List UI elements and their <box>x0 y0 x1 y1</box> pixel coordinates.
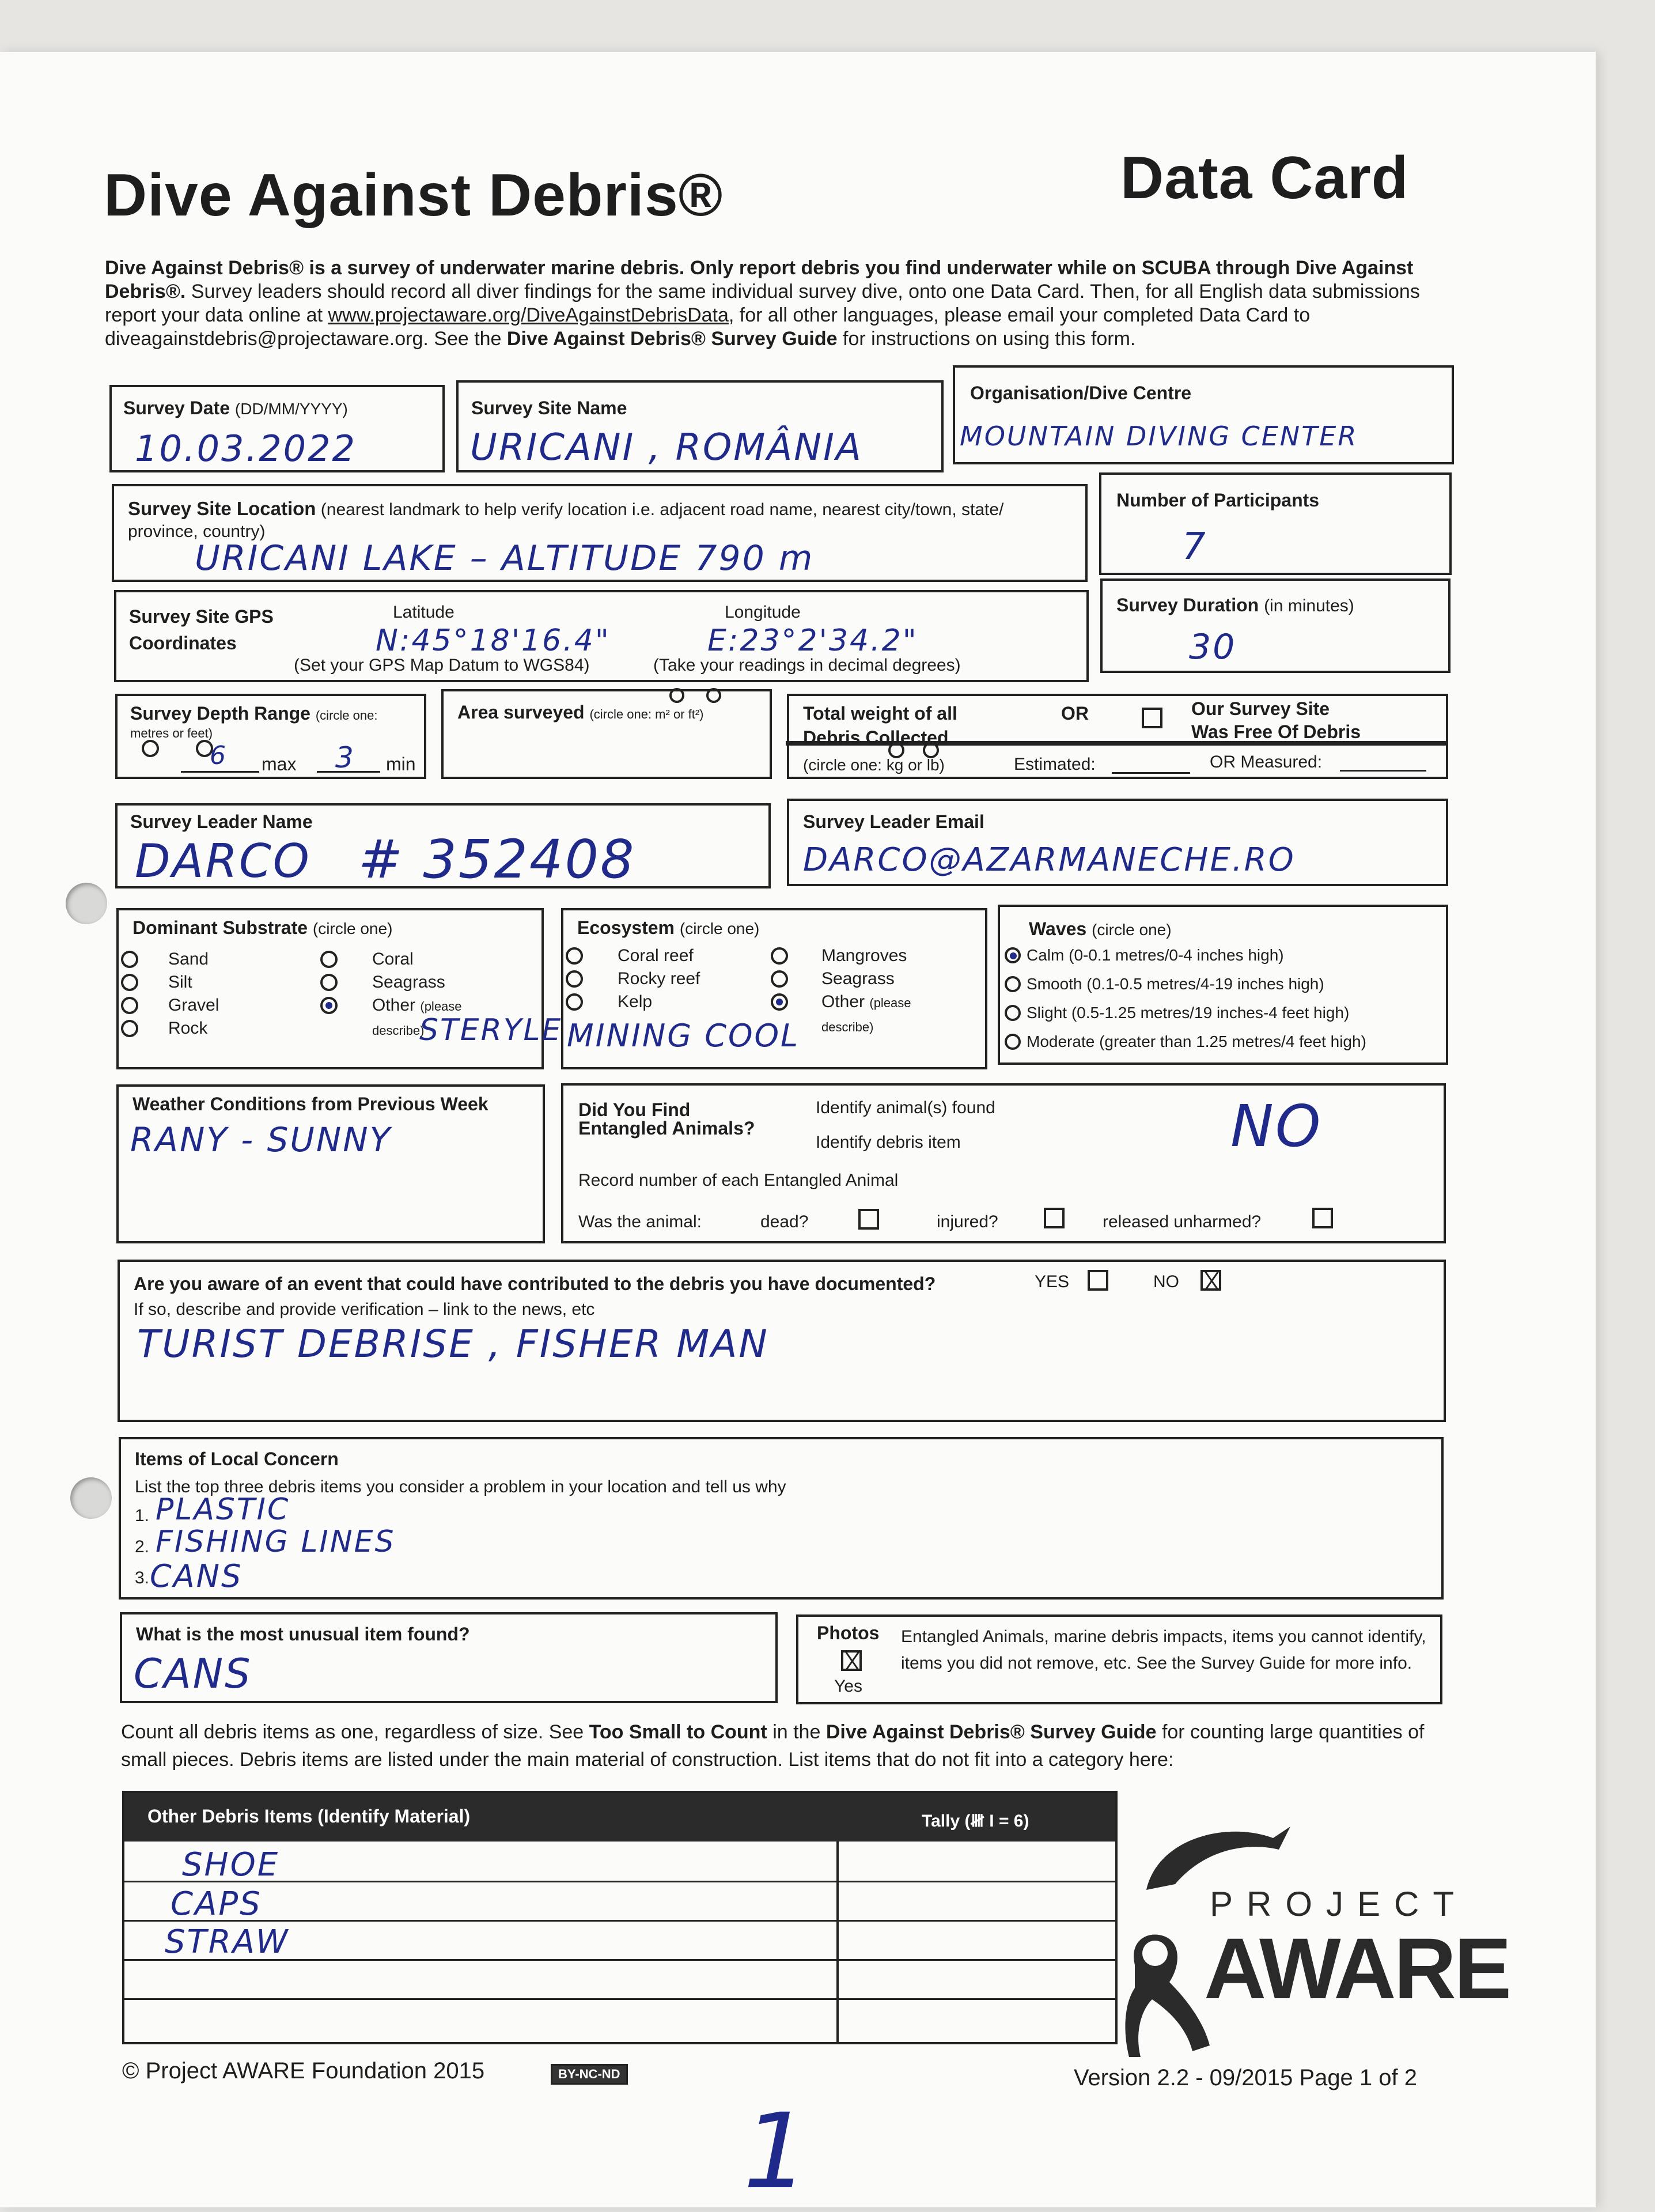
footer-copyright: © Project AWARE Foundation 2015 <box>122 2058 485 2084</box>
photos-text: Entangled Animals, marine debris impacts, items you cannot identify, items you did not remove, etc. See the Survey Guide for more info. <box>901 1627 1426 1673</box>
depth-min-label: min <box>386 754 416 774</box>
count-note-2: in the <box>772 1721 821 1743</box>
table-row-3-item: STRAW <box>165 1923 290 1961</box>
waves-slight-radio[interactable] <box>1005 1005 1021 1021</box>
weight-estimated-label: Estimated: <box>1014 755 1096 774</box>
weather-label: Weather Conditions from Previous Week <box>132 1094 488 1114</box>
event-yes-checkbox[interactable] <box>1088 1270 1108 1291</box>
weather-value: RANY - SUNNY <box>130 1120 392 1159</box>
eco-kelp: Kelp <box>618 992 653 1011</box>
handwritten-page-mark: 1 <box>743 2092 809 2212</box>
entangled-answer: NO <box>1230 1092 1323 1160</box>
concern-3-value: CANS <box>150 1558 243 1594</box>
table-row-1-item: SHOE <box>182 1846 280 1884</box>
waves-calm-radio[interactable] <box>1005 947 1021 963</box>
event-no-checkbox[interactable] <box>1200 1270 1221 1291</box>
event-label: Are you aware of an event that could have contributed to the debris you have documented? <box>134 1273 936 1294</box>
event-yes: YES <box>1035 1272 1070 1291</box>
intro-text-3: for instructions on using this form. <box>843 328 1136 350</box>
count-note-3: for counting large quantities of small pieces. Debris items are listed under the main material of construction. List items that do not fit into a category here: <box>121 1721 1425 1771</box>
data-card-page <box>0 52 1596 2212</box>
latitude-label: Latitude <box>393 603 455 622</box>
record-number: Record number of each Entangled Animal <box>578 1171 899 1190</box>
leader-id-value: # 352408 <box>358 829 636 890</box>
longitude-label: Longitude <box>725 603 801 622</box>
waves-slight: Slight (0.5-1.25 metres/19 inches-4 feet high) <box>1027 1004 1350 1022</box>
count-note-1: Count all debris items as one, regardless of size. See <box>121 1721 584 1743</box>
logo-project: PROJECT <box>1210 1885 1468 1923</box>
ft2-circle[interactable] <box>706 688 721 703</box>
table-col-divider <box>836 1842 839 2044</box>
substrate-seagrass: Seagrass <box>372 973 445 992</box>
local-concern-label: Items of Local Concern <box>135 1449 339 1469</box>
substrate-other-radio[interactable] <box>320 997 338 1014</box>
other-debris-table <box>122 1791 1118 2044</box>
gps-hint-2: (Take your readings in decimal degrees) <box>653 656 961 675</box>
gps-label-2: Coordinates <box>129 633 237 653</box>
depth-range-box[interactable] <box>115 694 426 779</box>
substrate-other: Other <box>372 996 416 1015</box>
kelp-radio[interactable] <box>566 993 583 1011</box>
survey-date-value: 10.03.2022 <box>135 428 357 470</box>
depth-hint-2: metres or feet) <box>130 726 213 740</box>
event-value: TURIST DEBRISE , FISHER MAN <box>137 1322 769 1366</box>
dead-label: dead? <box>760 1212 809 1231</box>
organisation-box[interactable] <box>953 365 1454 464</box>
area-label: Area surveyed <box>457 702 585 723</box>
page-subtitle: Data Card <box>1120 145 1409 211</box>
longitude-value: E:23°2'34.2" <box>707 623 918 658</box>
gps-box[interactable] <box>114 590 1089 682</box>
substrate-rock: Rock <box>168 1019 208 1038</box>
unusual-value: CANS <box>134 1650 252 1697</box>
depth-max-value: 6 <box>210 741 228 770</box>
site-name-box[interactable] <box>456 380 944 472</box>
weight-measured-label: OR Measured: <box>1210 753 1323 772</box>
substrate-other-hint: (please <box>420 999 462 1014</box>
estimated-underline <box>1112 772 1190 774</box>
site-name-value: URICANI , ROMÂNIA <box>470 426 863 469</box>
waves-moderate-radio[interactable] <box>1005 1034 1021 1050</box>
eco-other-hint: (please <box>869 996 911 1010</box>
punch-hole-bottom <box>70 1477 112 1519</box>
rocky-reef-radio[interactable] <box>566 970 583 988</box>
local-concern-box[interactable] <box>119 1437 1444 1600</box>
silt-radio[interactable] <box>121 974 138 991</box>
waves-moderate: Moderate (greater than 1.25 metres/4 feet high) <box>1027 1033 1366 1050</box>
concern-1-value: PLASTIC <box>156 1492 290 1527</box>
punch-hole-top <box>66 883 107 924</box>
substrate-box[interactable] <box>116 908 563 1069</box>
intro-bold: Dive Against Debris® is a survey of underwater marine debris. Only report debris you find underwater while on SCUBA through Dive Against Debris®. <box>105 257 1414 303</box>
substrate-other-value: STERYLE <box>419 1013 563 1048</box>
ecosystem-hint: (circle one) <box>679 920 760 937</box>
organisation-label: Organisation/Dive Centre <box>970 383 1192 403</box>
count-note <box>121 1718 1434 1774</box>
participants-box[interactable] <box>1099 472 1452 575</box>
was-animal: Was the animal: <box>578 1212 702 1231</box>
site-location-value: URICANI LAKE – ALTITUDE 790 m <box>195 538 815 578</box>
weight-hint: (circle one: kg or lb) <box>803 756 945 774</box>
gps-label-1: Survey Site GPS <box>129 606 274 627</box>
photos-yes-checkbox[interactable] <box>841 1650 862 1671</box>
weight-or: OR <box>1061 703 1089 724</box>
concern-1-num: 1. <box>135 1506 150 1525</box>
eco-other: Other <box>821 992 865 1011</box>
dead-checkbox[interactable] <box>858 1209 879 1230</box>
substrate-label: Dominant Substrate <box>132 917 308 938</box>
eco-mangroves: Mangroves <box>821 946 907 965</box>
waves-label: Waves <box>1029 918 1087 939</box>
identify-animal: Identify animal(s) found <box>816 1098 995 1117</box>
substrate-coral: Coral <box>372 950 414 969</box>
unusual-label: What is the most unusual item found? <box>136 1624 470 1644</box>
intro-text-2: , for all other languages, please email your completed Data Card to diveagainstdebris@projectaware.org. See the <box>105 304 1311 350</box>
free-of-debris-checkbox[interactable] <box>1142 708 1162 728</box>
intro-guide: Dive Against Debris® Survey Guide <box>506 328 838 350</box>
m2-circle[interactable] <box>669 688 684 703</box>
depth-min-value: 3 <box>335 741 355 774</box>
local-concern-hint: List the top three debris items you consider a problem in your location and tell us why <box>135 1477 786 1496</box>
waves-smooth: Smooth (0.1-0.5 metres/4-19 inches high) <box>1027 975 1324 993</box>
project-aware-logo <box>1123 1815 1510 2080</box>
eco-seagrass-radio[interactable] <box>771 970 788 988</box>
waves-box[interactable] <box>998 905 1448 1065</box>
photos-yes: Yes <box>834 1677 862 1696</box>
substrate-sand: Sand <box>168 950 209 969</box>
substrate-hint: (circle one) <box>312 920 393 937</box>
count-note-bold-2: Dive Against Debris® Survey Guide <box>825 1721 1157 1743</box>
survey-date-box[interactable] <box>109 385 445 472</box>
weight-label-2: Debris Collected <box>803 727 949 748</box>
released-label: released unharmed? <box>1103 1212 1262 1231</box>
depth-label: Survey Depth Range <box>130 703 310 724</box>
free-site-label-1: Our Survey Site <box>1191 698 1330 719</box>
released-checkbox[interactable] <box>1312 1208 1333 1228</box>
unusual-item-box[interactable] <box>120 1612 778 1703</box>
substrate-gravel: Gravel <box>168 996 219 1015</box>
survey-date-hint: (DD/MM/YYYY) <box>234 400 348 418</box>
entangled-label-2: Entangled Animals? <box>578 1118 755 1139</box>
injured-checkbox[interactable] <box>1044 1208 1065 1228</box>
concern-2-value: FISHING LINES <box>156 1525 396 1559</box>
table-row-line-4 <box>124 1998 1115 2000</box>
duration-label: Survey Duration <box>1116 595 1259 615</box>
rock-radio[interactable] <box>121 1020 138 1037</box>
participants-label: Number of Participants <box>1116 490 1320 511</box>
metres-circle[interactable] <box>142 740 159 757</box>
eco-other-hint-2: describe) <box>821 1020 874 1034</box>
concern-3-num: 3. <box>135 1568 150 1587</box>
gravel-radio[interactable] <box>121 997 138 1014</box>
col-tally-header: Tally (𝍸 I = 6) <box>922 1812 1029 1831</box>
latitude-value: N:45°18'16.4" <box>376 623 611 658</box>
entangled-label-1: Did You Find <box>578 1099 691 1120</box>
table-header <box>124 1793 1115 1842</box>
eco-coral-reef: Coral reef <box>618 946 694 965</box>
leader-name-box[interactable] <box>115 803 771 888</box>
weather-box[interactable] <box>116 1084 545 1243</box>
kg-circle[interactable] <box>888 742 904 758</box>
waves-calm: Calm (0-0.1 metres/0-4 inches high) <box>1027 946 1284 964</box>
event-box[interactable] <box>118 1260 1446 1422</box>
event-hint: If so, describe and provide verification – link to the news, etc <box>134 1300 595 1319</box>
leader-name-label: Survey Leader Name <box>130 811 313 832</box>
area-surveyed-box[interactable] <box>441 689 772 779</box>
intro-text <box>105 256 1430 351</box>
ecosystem-label: Ecosystem <box>577 917 675 938</box>
free-site-label-2: Was Free Of Debris <box>1191 721 1361 742</box>
table-row-2-item: CAPS <box>171 1885 262 1923</box>
cc-license-badge: BY-NC-ND <box>551 2064 628 2085</box>
eco-other-radio[interactable] <box>771 993 788 1011</box>
logo-aware: AWARE <box>1204 1920 1510 2017</box>
site-location-hint: (nearest landmark to help verify location i.e. adjacent road name, nearest city/town, state/ province, country) <box>128 500 1004 541</box>
leader-email-value: DARCO@AZARMANECHE.RO <box>803 841 1296 879</box>
page-title: Dive Against Debris® <box>104 162 724 229</box>
organisation-value: MOUNTAIN DIVING CENTER <box>960 421 1358 452</box>
entangled-animals-box[interactable] <box>561 1083 1446 1243</box>
duration-hint: (in minutes) <box>1264 596 1354 615</box>
waves-hint: (circle one) <box>1092 921 1172 939</box>
col-item-header: Other Debris Items (Identify Material) <box>147 1806 471 1827</box>
injured-label: injured? <box>937 1212 998 1231</box>
max-underline <box>181 771 259 773</box>
seagrass-radio[interactable] <box>320 974 338 991</box>
data-submission-link[interactable]: www.projectaware.org/DiveAgainstDebrisData <box>328 304 729 326</box>
identify-debris: Identify debris item <box>816 1133 961 1152</box>
site-name-label: Survey Site Name <box>471 398 627 418</box>
eco-other-value: MINING COOL <box>567 1018 800 1054</box>
site-location-box[interactable] <box>112 484 1088 582</box>
area-hint: (circle one: m² or ft²) <box>589 707 704 721</box>
footer-version: Version 2.2 - 09/2015 Page 1 of 2 <box>1074 2065 1417 2090</box>
leader-name-value: DARCO <box>135 834 311 888</box>
lb-circle[interactable] <box>923 742 939 758</box>
coral-reef-radio[interactable] <box>566 947 583 965</box>
table-row-line-2 <box>124 1920 1115 1922</box>
mangroves-radio[interactable] <box>771 947 788 965</box>
weight-label-1: Total weight of all <box>803 703 957 724</box>
eco-rocky-reef: Rocky reef <box>618 969 700 988</box>
depth-hint: (circle one: <box>315 708 378 723</box>
coral-radio[interactable] <box>320 951 338 968</box>
depth-max-label: max <box>262 754 297 774</box>
duration-value: 30 <box>1189 627 1237 667</box>
duration-box[interactable] <box>1100 578 1451 673</box>
substrate-other-hint-2: describe) <box>372 1023 425 1038</box>
leader-email-box[interactable] <box>787 799 1448 886</box>
gps-hint-1: (Set your GPS Map Datum to WGS84) <box>294 656 590 675</box>
eco-seagrass: Seagrass <box>821 969 895 988</box>
photos-label: Photos <box>817 1623 880 1643</box>
debris-weight-box[interactable] <box>787 694 1448 779</box>
substrate-silt: Silt <box>168 973 192 992</box>
sand-radio[interactable] <box>121 951 138 968</box>
photos-box[interactable] <box>796 1614 1442 1704</box>
leader-email-label: Survey Leader Email <box>803 811 984 832</box>
site-location-label: Survey Site Location <box>128 498 316 519</box>
concern-2-num: 2. <box>135 1537 150 1556</box>
waves-smooth-radio[interactable] <box>1005 976 1021 992</box>
measured-underline <box>1340 770 1426 772</box>
survey-date-label: Survey Date <box>123 398 230 418</box>
ecosystem-box[interactable] <box>561 908 987 1069</box>
count-note-bold-1: Too Small to Count <box>589 1721 767 1743</box>
event-no: NO <box>1153 1272 1179 1291</box>
intro-text-1: Survey leaders should record all diver findings for the same individual survey dive, onto one Data Card. Then, for all English data submissions report your data online at <box>105 281 1420 326</box>
participants-value: 7 <box>1182 525 1207 568</box>
